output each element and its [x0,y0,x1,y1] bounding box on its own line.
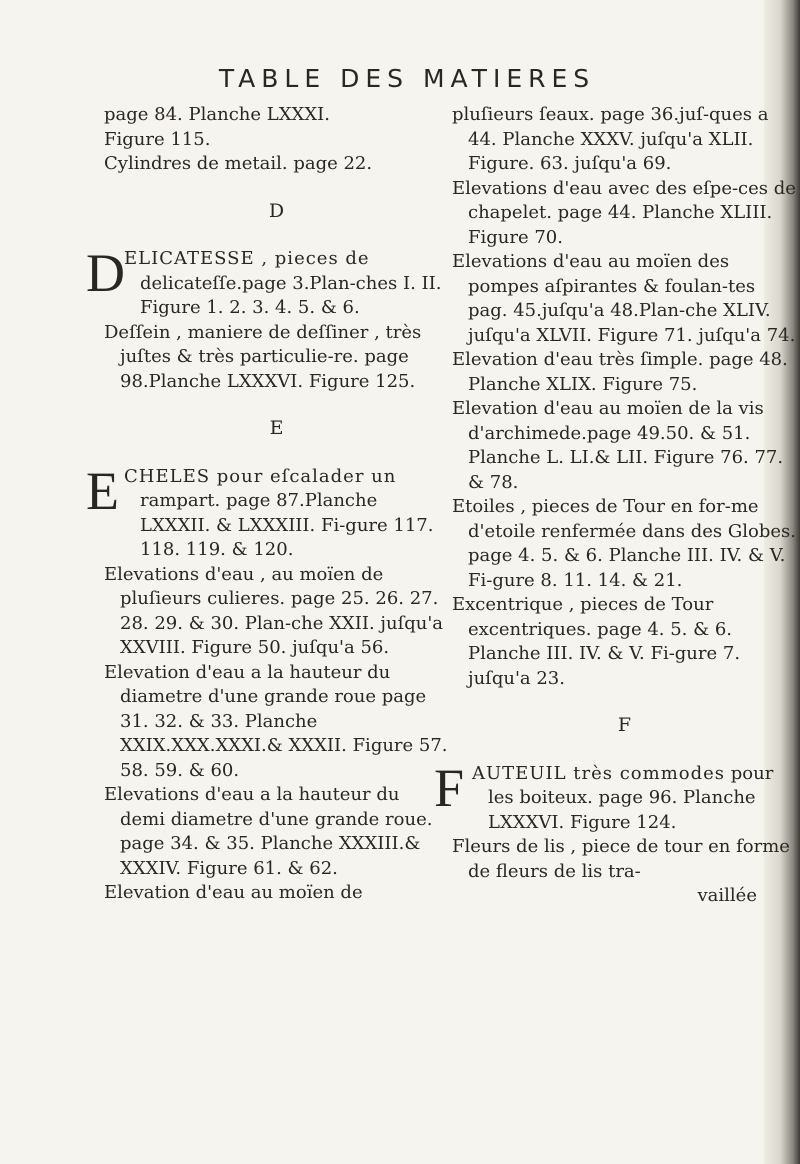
index-entry-dropcap [434,757,797,836]
section-letter: D [268,199,285,222]
catchword: vaillée [697,885,757,906]
drop-cap: D [86,243,125,303]
index-entry: Elevations d'eau , au moïen de pluſieurs culieres. page 25. 26. 27. 28. 29. & 30. Plan-che XXII. juſqu'a XXVIII. Figure 50. juſqu'a 56. [104,563,444,658]
entry-first-line: AUTEUIL très commodes [472,762,726,784]
drop-cap: E [86,460,119,521]
entry-first-line: CHELES pour eſcalader un [124,465,397,487]
index-entry: Excentrique , pieces de Tour excentriques. page 4. 5. & 6. Planche III. IV. & V. Fi-gure 7. juſqu'a 23. [452,594,741,689]
index-entry: Elevation d'eau au moïen de [104,882,363,903]
index-entry: Elevation d'eau a la hauteur du diametre d'une grande roue page 31. 32. & 33. Planche XXIX.XXX.XXXI.& XXXII. Figure 57. 58. 59. & 60. [104,661,448,781]
page-header: TABLE DES MATIERES [218,64,596,93]
index-entry: Figure 115. [104,128,211,150]
left-column [86,103,449,906]
index-entry-dropcap [86,243,449,321]
index-entry: Elevation d'eau très ſimple. page 48. Planche XLIX. Figure 75. [452,349,788,395]
index-entry: Elevations d'eau a la hauteur du demi diametre d'une grande roue. page 34. & 35. Planche XXXIII.& XXXIV. Figure 61. & 62. [104,784,433,879]
entry-text: delicateſſe.page 3.Plan-ches I. II. Figure 1. 2. 3. 4. 5. & 6. [140,272,442,318]
index-entry-dropcap [86,460,449,563]
index-entry: Elevations d'eau avec des eſpe-ces de chapelet. page 44. Planche XLIII. Figure 70. [452,177,796,248]
index-entry: Cylindres de metail. page 22. [104,153,373,174]
entry-first-line: ELICATESSE , pieces de [124,248,370,269]
entry-text: rampart. page 87.Planche LXXXII. & LXXXIII. Fi-gure 117. 118. 119. & 120. [140,490,434,560]
drop-cap: F [434,757,465,818]
section-letter: E [269,417,284,439]
section-letter: F [617,714,632,736]
entry-text: pour les boiteux. page 96. Planche LXXXVI. Figure 124. [488,762,774,833]
index-entry: Elevations d'eau au moïen des pompes aſpirantes & foulan-tes pag. 45.juſqu'a 48.Plan-che XLIV. juſqu'a XLVII. Figure 71. juſqu'a 74. [452,251,796,346]
index-entry: Fleurs de lis , piece de tour en forme de fleurs de lis tra- [452,836,790,882]
index-entry: Etoiles , pieces de Tour en for-me d'etoile renfermée dans des Globes. page 4. 5. & 6. Planche III. IV. & V. Fi-gure 8. 11. 14. & 21. [452,496,796,591]
index-entry: page 84. Planche LXXXI. [104,104,330,125]
index-entry: Deſſein , maniere de deſſiner , très juſtes & très particulie-re. page 98.Planche LXXXVI. Figure 125. [104,321,422,392]
right-column [434,103,797,909]
index-entry: Elevation d'eau au moïen de la vis d'archimede.page 49.50. & 51. Planche L. LI.& LII. Figure 76. 77. & 78. [452,398,784,493]
index-entry: pluſieurs ſeaux. page 36.juſ-ques a 44. Planche XXXV. juſqu'a XLII. Figure. 63. juſqu'a 69. [452,104,769,174]
